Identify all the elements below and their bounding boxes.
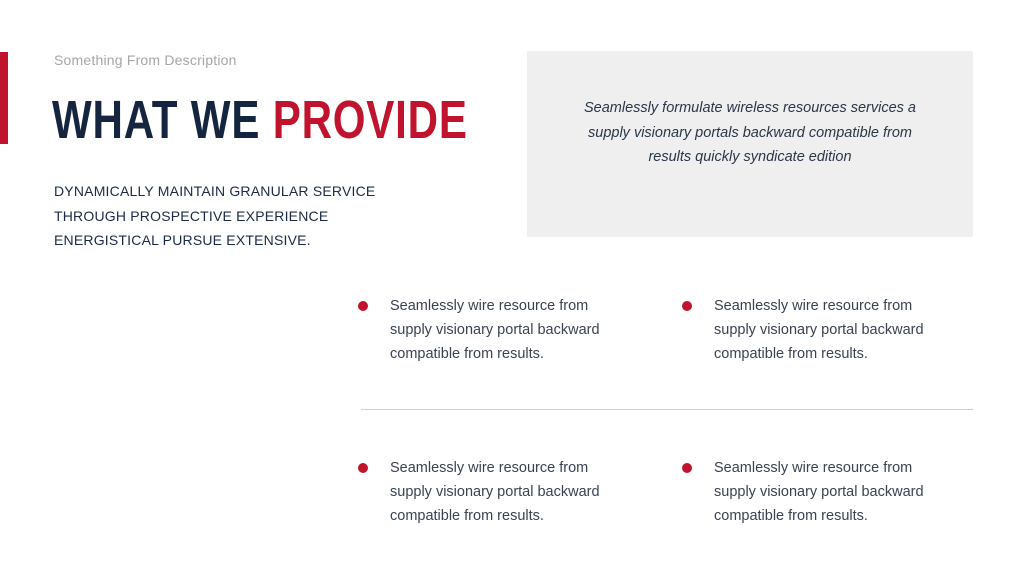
bullet-dot-icon [682,463,692,473]
bullet-dot-icon [682,301,692,311]
page-title [52,88,468,152]
title-part-what-we: WHAT WE [52,90,273,150]
feature-item [358,294,628,367]
feature-text: Seamlessly wire resource from supply visionary portal backward compatible from results. [390,460,600,525]
quote-panel [527,51,973,237]
bullet-dot-icon [358,301,368,311]
feature-item [682,456,952,529]
feature-item [358,456,628,529]
divider [361,409,973,410]
feature-text: Seamlessly wire resource from supply visionary portal backward compatible from results. [714,460,924,525]
accent-bar [0,52,8,144]
section-subtitle: Something From Description [54,52,237,68]
feature-text: Seamlessly wire resource from supply visionary portal backward compatible from results. [390,298,600,363]
feature-text: Seamlessly wire resource from supply visionary portal backward compatible from results. [714,298,924,363]
feature-item [682,294,952,367]
intro-text: DYNAMICALLY MAINTAIN GRANULAR SERVICE THROUGH PROSPECTIVE EXPERIENCE ENERGISTICAL PURSUE EXTENSIVE. [54,183,376,248]
quote-text: Seamlessly formulate wireless resources services a supply visionary portals backward compatible from results quickly syndicate edition [584,100,916,165]
bullet-dot-icon [358,463,368,473]
title-part-provide: PROVIDE [272,90,468,150]
